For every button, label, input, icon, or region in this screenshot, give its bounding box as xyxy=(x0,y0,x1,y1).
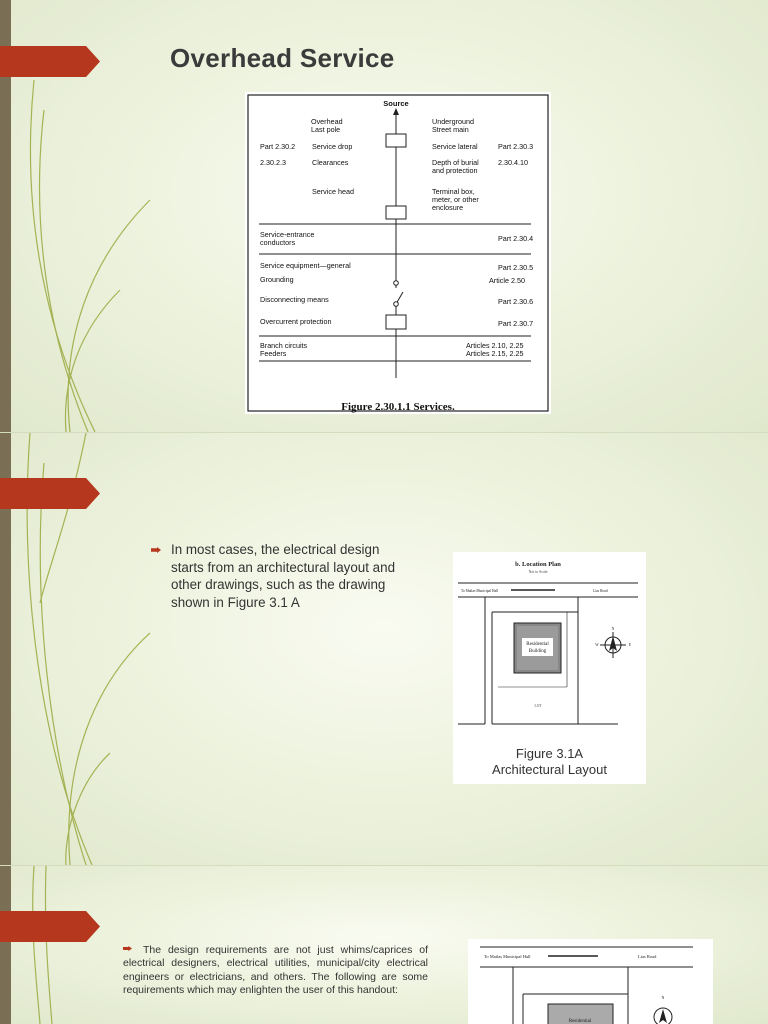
diagram-overhead-label: Overhead xyxy=(311,117,343,126)
compass-w-label: W xyxy=(595,643,599,647)
slide-2 xyxy=(0,433,768,865)
location-plan-sub: Not to Scale xyxy=(528,570,548,574)
diagram-part-2304: Part 2.30.4 xyxy=(498,234,534,243)
diagram-clearances: Clearances xyxy=(312,158,349,167)
road-left-label: To Matlas Municipal Hall xyxy=(461,589,499,593)
diagram-entrance-2: conductors xyxy=(260,238,296,247)
title-accent-tab xyxy=(0,911,100,942)
diagram-part-2303: Part 2.30.3 xyxy=(498,142,534,151)
diagram-source-label: Source xyxy=(383,99,409,108)
diagram-service-head: Service head xyxy=(312,187,354,196)
diagram-part-2306: Part 2.30.6 xyxy=(498,297,534,306)
location-plan-heading: b. Location Plan xyxy=(515,561,561,568)
diagram-part-2302: Part 2.30.2 xyxy=(260,142,296,151)
title-accent-tab xyxy=(0,478,100,509)
diagram-disconnecting: Disconnecting means xyxy=(260,295,329,304)
compass-n-label: N xyxy=(611,627,615,631)
bullet-text: In most cases, the electrical design starts from an architectural layout and other drawings, such as the drawing shown in Figure 3.1 A xyxy=(171,542,396,610)
diagram-articles-1: Articles 2.10, 2.25 xyxy=(466,341,524,350)
diagram-overcurrent: Overcurrent protection xyxy=(260,317,332,326)
slide-edge-bar xyxy=(0,866,11,1024)
diagram-articles-2: Articles 2.15, 2.25 xyxy=(466,349,524,358)
diagram-depth-protection: and protection xyxy=(432,166,478,175)
diagram-equipment: Service equipment—general xyxy=(260,261,351,270)
diagram-depth-burial: Depth of burial xyxy=(432,158,479,167)
figure-caption-line2: Architectural Layout xyxy=(492,762,607,777)
diagram-last-pole-label: Last pole xyxy=(311,125,341,134)
compass-e-label: E xyxy=(628,643,632,647)
diagram-num-2323: 2.30.2.3 xyxy=(260,158,286,167)
diagram-grounding: Grounding xyxy=(260,275,294,284)
road-right-label: Lias Road xyxy=(593,589,608,593)
decorative-curves xyxy=(0,433,768,865)
road-left-label: To Matlas Municipal Hall xyxy=(484,954,531,959)
diagram-terminal-box-2: meter, or other xyxy=(432,195,479,204)
services-diagram xyxy=(245,92,551,414)
diagram-service-lateral: Service lateral xyxy=(432,142,478,151)
diagram-service-drop: Service drop xyxy=(312,142,353,151)
diagram-underground-label: Underground xyxy=(432,117,474,126)
diagram-part-2305: Part 2.30.5 xyxy=(498,263,534,272)
architectural-layout-figure-partial xyxy=(468,939,713,1024)
bullet-text: The design requirements are not just whims/caprices of electrical designers, electrical utilities, municipal/city electrical engineers or electricians, and others. The following are some requirements which may enlighten the user of this handout: xyxy=(123,944,428,997)
slide-title: Overhead Service xyxy=(170,43,395,73)
diagram-terminal-box-1: Terminal box, xyxy=(432,187,475,196)
diagram-terminal-box-3: enclosure xyxy=(432,203,464,212)
diagram-branch-2: Feeders xyxy=(260,349,287,358)
compass-n-label: N xyxy=(661,995,665,1000)
building-label: Residential xyxy=(568,1019,592,1024)
diagram-caption: Figure 2.30.1.1 Services. xyxy=(341,401,455,413)
architectural-layout-figure xyxy=(453,552,646,784)
road-right-label: Lias Road xyxy=(638,954,657,959)
building-label-2: Building xyxy=(528,649,547,654)
title-accent-tab xyxy=(0,46,100,77)
diagram-article-250: Article 2.50 xyxy=(489,276,525,285)
diagram-part-2307: Part 2.30.7 xyxy=(498,319,534,328)
diagram-entrance-1: Service-entrance xyxy=(260,230,315,239)
lot-label: LOT xyxy=(534,704,542,708)
figure-caption-line1: Figure 3.1A xyxy=(515,746,584,761)
diagram-branch-1: Branch circuits xyxy=(260,341,308,350)
diagram-street-main-label: Street main xyxy=(432,125,469,134)
building-label-1: Residential xyxy=(526,642,549,647)
slide-1 xyxy=(0,0,768,432)
diagram-num-23410: 2.30.4.10 xyxy=(498,158,528,167)
